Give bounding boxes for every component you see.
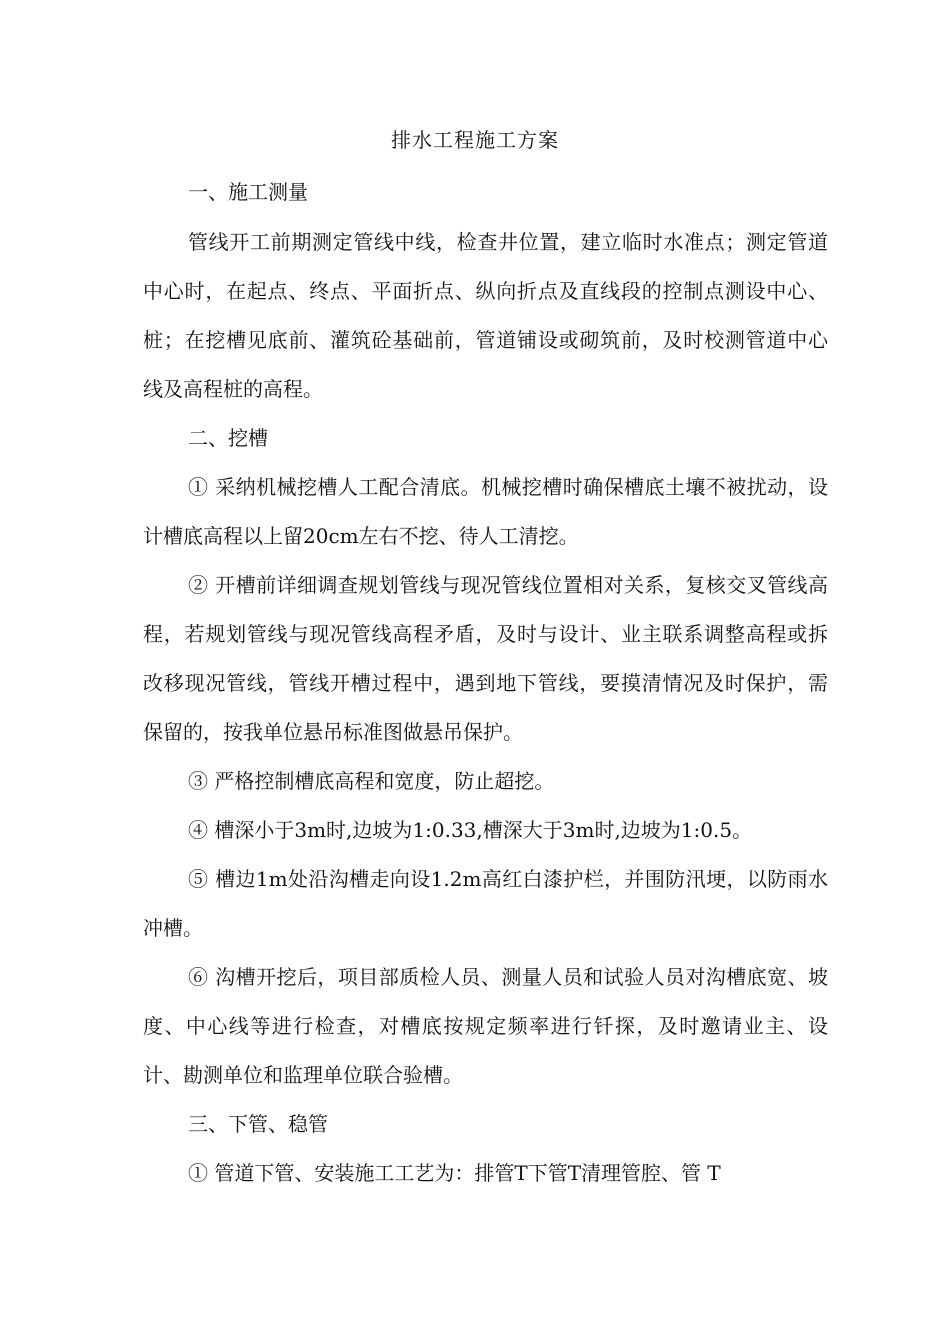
section-heading-pipe-laying: 三、下管、稳管 bbox=[188, 1112, 328, 1136]
paragraph-line: 改移现况管线，管线开槽过程中，遇到地下管线，要摸清情况及时保护，需 bbox=[143, 671, 828, 695]
paragraph-line: 冲槽。 bbox=[143, 916, 203, 940]
paragraph-line: ⑥ 沟槽开挖后，项目部质检人员、测量人员和试验人员对沟槽底宽、坡 bbox=[188, 965, 828, 989]
paragraph-line: ② 开槽前详细调查规划管线与现况管线位置相对关系，复核交叉管线高 bbox=[188, 573, 828, 597]
paragraph-line: 线及高程桩的高程。 bbox=[143, 377, 323, 401]
paragraph-line: 度、中心线等进行检查，对槽底按规定频率进行钎探，及时邀请业主、设 bbox=[143, 1014, 828, 1038]
paragraph-line: 管线开工前期测定管线中线，检查井位置，建立临时水准点；测定管道 bbox=[188, 230, 828, 254]
paragraph-line: ③ 严格控制槽底高程和宽度，防止超挖。 bbox=[188, 769, 555, 793]
paragraph-line: ① 采纳机械挖槽人工配合清底。机械挖槽时确保槽底土壤不被扰动，设 bbox=[188, 475, 828, 499]
paragraph-line: ⑤ 槽边1m处沿沟槽走向设1.2m高红白漆护栏，并围防汛埂，以防雨水 bbox=[188, 867, 828, 891]
section-heading-survey: 一、施工测量 bbox=[188, 180, 308, 204]
paragraph-line: ① 管道下管、安装施工工艺为：排管T下管T清理管腔、管 T bbox=[188, 1161, 721, 1185]
section-heading-trench: 二、挖槽 bbox=[188, 426, 268, 450]
paragraph-line: ④ 槽深小于3m时,边坡为1:0.33,槽深大于3m时,边坡为1:0.5。 bbox=[188, 818, 753, 842]
paragraph-line: 程，若规划管线与现况管线高程矛盾，及时与设计、业主联系调整高程或拆 bbox=[143, 622, 828, 646]
paragraph-line: 计槽底高程以上留20cm左右不挖、待人工清挖。 bbox=[143, 524, 579, 548]
paragraph-line: 计、勘测单位和监理单位联合验槽。 bbox=[143, 1063, 463, 1087]
document-title: 排水工程施工方案 bbox=[391, 128, 559, 152]
paragraph-line: 保留的，按我单位悬吊标准图做悬吊保护。 bbox=[143, 720, 523, 744]
paragraph-line: 中心时，在起点、终点、平面折点、纵向折点及直线段的控制点测设中心、 bbox=[143, 279, 828, 303]
paragraph-line: 桩；在挖槽见底前、灌筑砼基础前，管道铺设或砌筑前，及时校测管道中心 bbox=[143, 328, 828, 352]
